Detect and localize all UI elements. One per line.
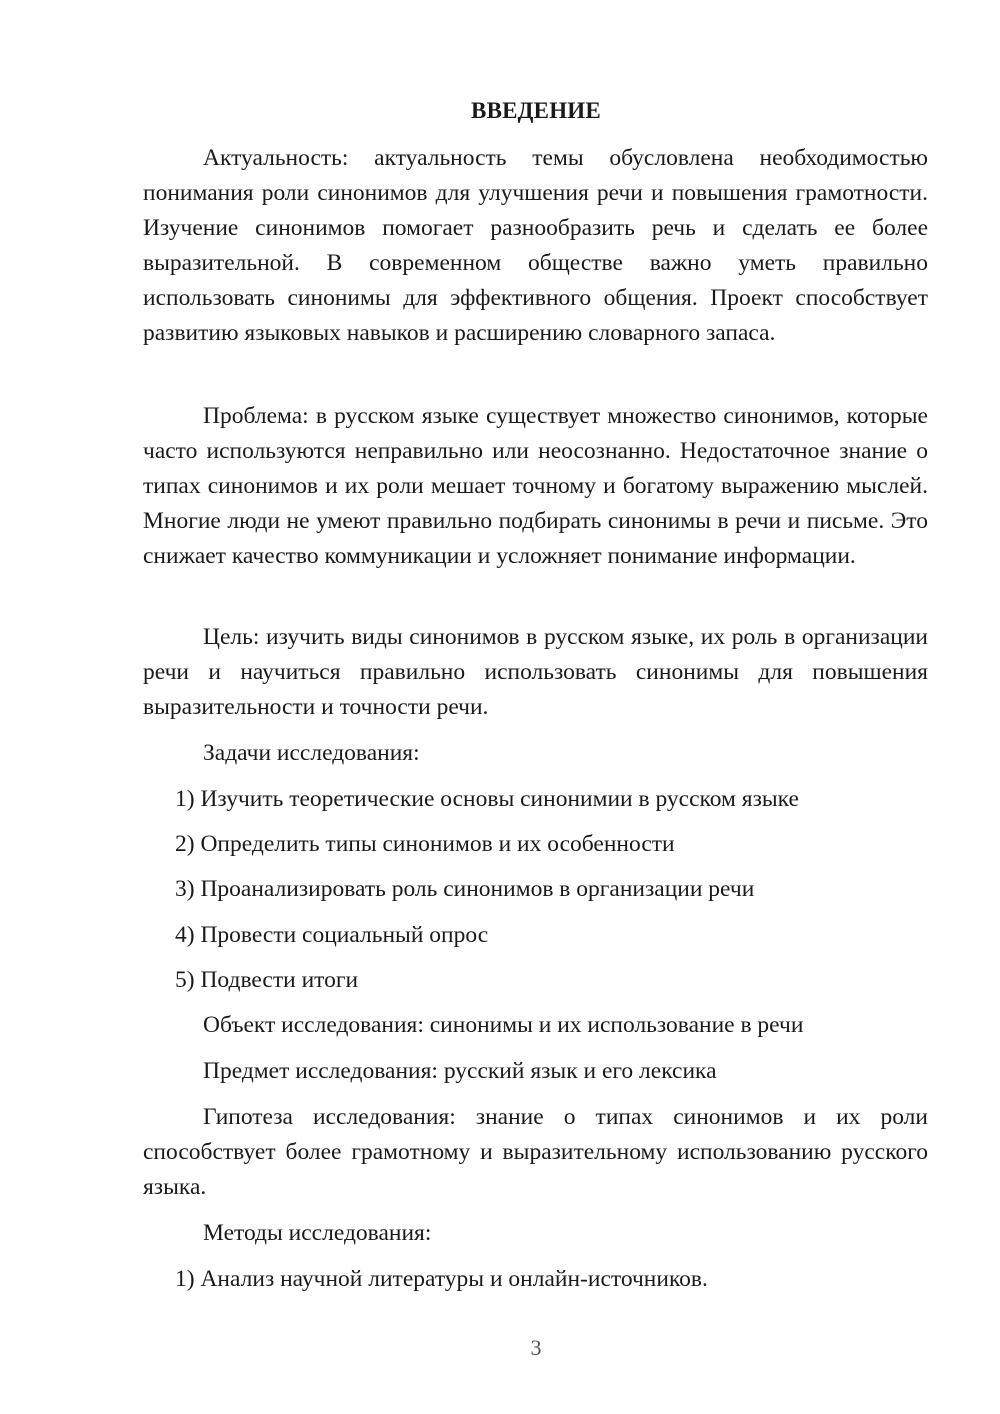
- method-item: 1) Анализ научной литературы и онлайн-источников.: [175, 1266, 708, 1292]
- goal-text: Цель: изучить виды синонимов в русском языке, их роль в организации речи и научиться правильно использовать синонимы для повышения выразительности и точности речи.: [143, 624, 928, 720]
- task-item: 4) Провести социальный опрос: [175, 922, 489, 948]
- relevance-text: Актуальность: актуальность темы обусловлена необходимостью понимания роли синонимов для улучшения речи и повышения грамотности. Изучение синонимов помогает разнообразить речь и сделать ее более выразительной. В современном обществе важно уметь правильно использовать синонимы для эффективного общения. Проект способствует развитию языковых навыков и расширению словарного запаса.: [143, 145, 928, 346]
- relevance-paragraph: [143, 141, 928, 351]
- task-item: 2) Определить типы синонимов и их особенности: [175, 831, 675, 857]
- methods-title: Методы исследования:: [203, 1220, 432, 1246]
- task-item: 5) Подвести итоги: [175, 967, 359, 993]
- tasks-title: Задачи исследования:: [203, 740, 420, 766]
- task-item: 1) Изучить теоретические основы синонимии в русском языке: [175, 786, 799, 812]
- problem-text: Проблема: в русском языке существует множество синонимов, которые часто используются неправильно или неосознанно. Недостаточное знание о типах синонимов и их роли мешает точному и богатому выражению мыслей. Многие люди не умеют правильно подбирать синонимы в речи и письме. Это снижает качество коммуникации и усложняет понимание информации.: [143, 403, 928, 569]
- hypothesis-paragraph: [143, 1100, 928, 1205]
- problem-paragraph: [143, 399, 928, 574]
- research-subject: Предмет исследования: русский язык и его лексика: [203, 1058, 717, 1084]
- hypothesis-text: Гипотеза исследования: знание о типах синонимов и их роли способствует более грамотному и выразительному использованию русского языка.: [143, 1104, 928, 1200]
- research-object: Объект исследования: синонимы и их использование в речи: [203, 1012, 804, 1038]
- task-item: 3) Проанализировать роль синонимов в организации речи: [175, 876, 755, 902]
- page-number: 3: [530, 1335, 542, 1360]
- goal-paragraph: [143, 620, 928, 725]
- section-heading: ВВЕДЕНИЕ: [471, 98, 601, 123]
